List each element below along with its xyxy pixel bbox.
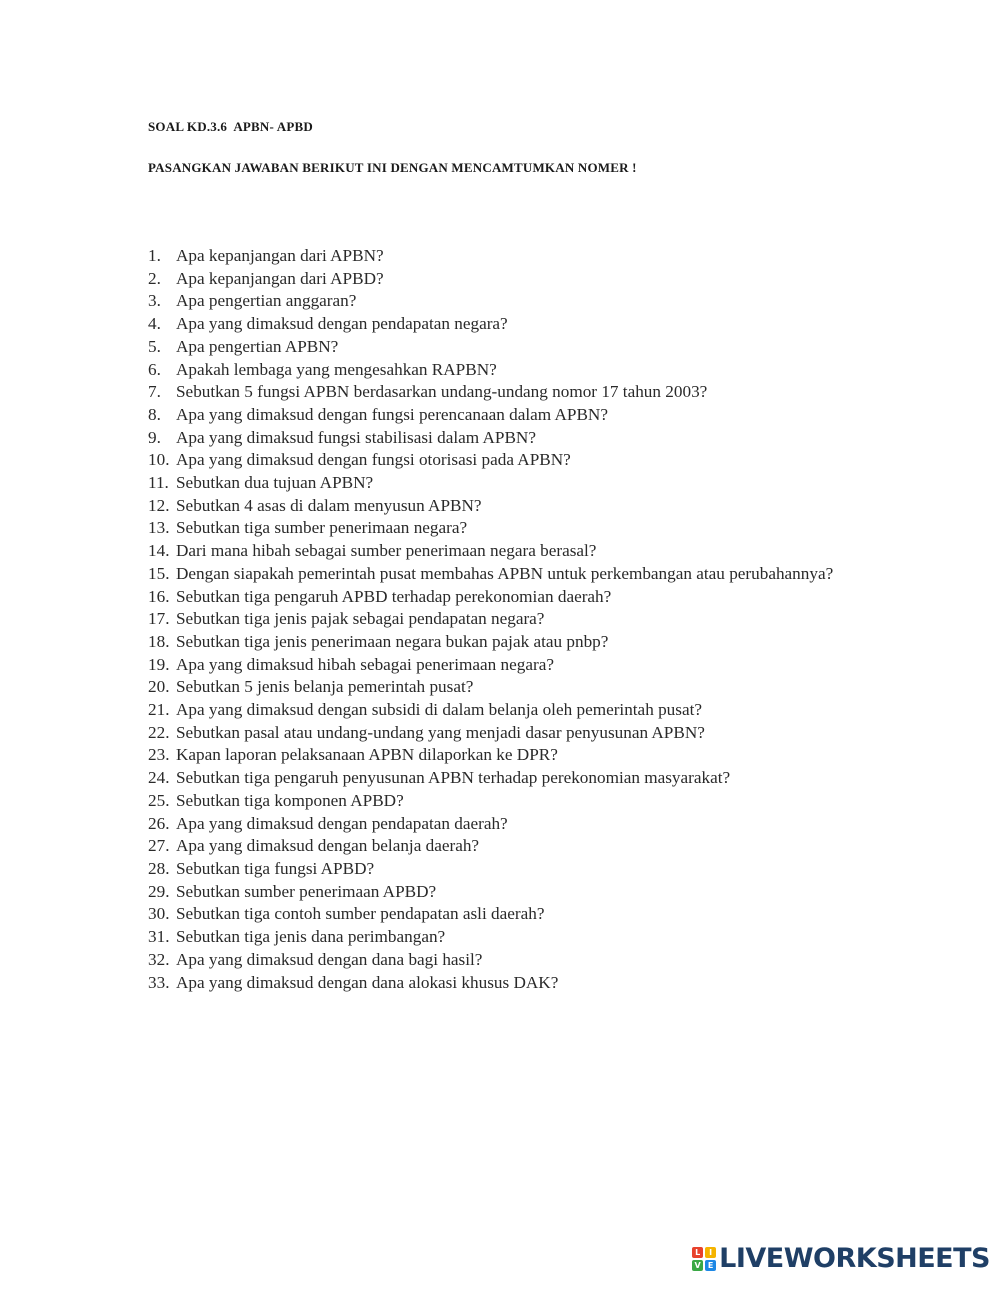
question-number: 9. [148, 427, 161, 447]
question-text: Sebutkan tiga fungsi APBD? [176, 858, 375, 878]
question-item [148, 586, 880, 609]
question-text: Apa kepanjangan dari APBD? [176, 268, 384, 288]
question-text: Sebutkan tiga jenis penerimaan negara bukan pajak atau pnbp? [176, 631, 609, 651]
question-text: Sebutkan 4 asas di dalam menyusun APBN? [176, 495, 482, 515]
question-text: Apa yang dimaksud dengan fungsi perencanaan dalam APBN? [176, 404, 608, 424]
question-text: Apa yang dimaksud hibah sebagai penerimaan negara? [176, 654, 554, 674]
question-item [148, 336, 880, 359]
question-number: 3. [148, 291, 161, 311]
question-number: 27. [148, 836, 170, 856]
question-item [148, 972, 880, 995]
question-number: 14. [148, 541, 170, 561]
question-item [148, 835, 880, 858]
question-item [148, 654, 880, 677]
question-item [148, 813, 880, 836]
question-text: Apa yang dimaksud dengan belanja daerah? [176, 836, 480, 856]
question-number: 23. [148, 745, 170, 765]
question-number: 16. [148, 586, 170, 606]
question-text: Sebutkan pasal atau undang-undang yang menjadi dasar penyusunan APBN? [176, 722, 705, 742]
question-text: Apa pengertian APBN? [176, 336, 339, 356]
question-item [148, 563, 880, 586]
question-text: Apa yang dimaksud dengan subsidi di dalam belanja oleh pemerintah pusat? [176, 700, 702, 720]
question-number: 18. [148, 631, 170, 651]
question-text: Sebutkan tiga pengaruh penyusunan APBN terhadap perekonomian masyarakat? [176, 768, 731, 788]
question-number: 20. [148, 677, 170, 697]
liveworksheets-logo-icon [692, 1247, 716, 1271]
logo-tile: V [692, 1260, 703, 1271]
question-item [148, 290, 880, 313]
question-number: 28. [148, 858, 170, 878]
question-number: 21. [148, 700, 170, 720]
question-number: 4. [148, 314, 161, 334]
question-item [148, 767, 880, 790]
question-number: 19. [148, 654, 170, 674]
liveworksheets-watermark [692, 1242, 990, 1276]
question-item [148, 926, 880, 949]
question-item [148, 903, 880, 926]
question-item [148, 313, 880, 336]
question-text: Sebutkan sumber penerimaan APBD? [176, 881, 437, 901]
question-text: Sebutkan tiga komponen APBD? [176, 790, 404, 810]
question-item [148, 744, 880, 767]
question-number: 8. [148, 404, 161, 424]
question-item [148, 268, 880, 291]
question-number: 13. [148, 518, 170, 538]
question-item [148, 540, 880, 563]
question-item [148, 676, 880, 699]
question-item [148, 495, 880, 518]
question-number: 7. [148, 382, 161, 402]
question-number: 10. [148, 450, 170, 470]
question-text: Apakah lembaga yang mengesahkan RAPBN? [176, 359, 497, 379]
question-text: Sebutkan tiga jenis pajak sebagai pendapatan negara? [176, 609, 545, 629]
question-text: Sebutkan tiga contoh sumber pendapatan asli daerah? [176, 904, 545, 924]
question-item [148, 381, 880, 404]
logo-tile: I [705, 1247, 716, 1258]
question-number: 29. [148, 881, 170, 901]
question-number: 15. [148, 563, 170, 583]
question-number: 6. [148, 359, 161, 379]
question-text: Apa yang dimaksud dengan dana alokasi khusus DAK? [176, 972, 559, 992]
question-text: Apa pengertian anggaran? [176, 291, 357, 311]
question-text: Dari mana hibah sebagai sumber penerimaan negara berasal? [176, 541, 597, 561]
liveworksheets-logo-text: LIVEWORKSHEETS [719, 1243, 990, 1274]
question-number: 30. [148, 904, 170, 924]
question-number: 32. [148, 949, 170, 969]
question-text: Sebutkan tiga jenis dana perimbangan? [176, 927, 446, 947]
question-list [148, 245, 880, 994]
question-number: 17. [148, 609, 170, 629]
question-item [148, 699, 880, 722]
question-text: Sebutkan dua tujuan APBN? [176, 473, 374, 493]
question-number: 31. [148, 927, 170, 947]
logo-tile: E [705, 1260, 716, 1271]
question-text: Apa yang dimaksud fungsi stabilisasi dalam APBN? [176, 427, 536, 447]
question-text: Apa kepanjangan dari APBN? [176, 246, 384, 265]
question-item [148, 858, 880, 881]
question-text: Apa yang dimaksud dengan pendapatan daerah? [176, 813, 508, 833]
question-text: Apa yang dimaksud dengan fungsi otorisasi pada APBN? [176, 450, 571, 470]
question-item [148, 427, 880, 450]
question-number: 12. [148, 495, 170, 515]
question-item [148, 449, 880, 472]
question-number: 2. [148, 268, 161, 288]
question-item [148, 404, 880, 427]
question-item [148, 359, 880, 382]
question-item [148, 245, 880, 268]
question-number: 5. [148, 336, 161, 356]
question-number: 25. [148, 790, 170, 810]
question-item [148, 472, 880, 495]
logo-tile: L [692, 1247, 703, 1258]
question-text: Sebutkan tiga sumber penerimaan negara? [176, 518, 468, 538]
question-number: 22. [148, 722, 170, 742]
question-item [148, 881, 880, 904]
worksheet-instruction: PASANGKAN JAWABAN BERIKUT INI DENGAN MENCAMTUMKAN NOMER ! [148, 160, 637, 175]
question-text: Sebutkan 5 jenis belanja pemerintah pusat? [176, 677, 474, 697]
question-item [148, 722, 880, 745]
worksheet-title: SOAL KD.3.6 APBN- APBD [148, 119, 313, 134]
question-text: Sebutkan 5 fungsi APBN berdasarkan undang-undang nomor 17 tahun 2003? [176, 382, 708, 402]
question-item [148, 517, 880, 540]
question-text: Kapan laporan pelaksanaan APBN dilaporkan ke DPR? [176, 745, 558, 765]
question-text: Apa yang dimaksud dengan pendapatan negara? [176, 314, 508, 334]
question-number: 1. [148, 246, 161, 265]
question-text: Sebutkan tiga pengaruh APBD terhadap perekonomian daerah? [176, 586, 612, 606]
question-number: 26. [148, 813, 170, 833]
question-item [148, 631, 880, 654]
question-number: 11. [148, 473, 169, 493]
question-number: 33. [148, 972, 170, 992]
question-item [148, 790, 880, 813]
question-item [148, 608, 880, 631]
question-text: Dengan siapakah pemerintah pusat membahas APBN untuk perkembangan atau perubahannya? [176, 563, 834, 583]
question-item [148, 949, 880, 972]
question-number: 24. [148, 768, 170, 788]
question-text: Apa yang dimaksud dengan dana bagi hasil? [176, 949, 483, 969]
